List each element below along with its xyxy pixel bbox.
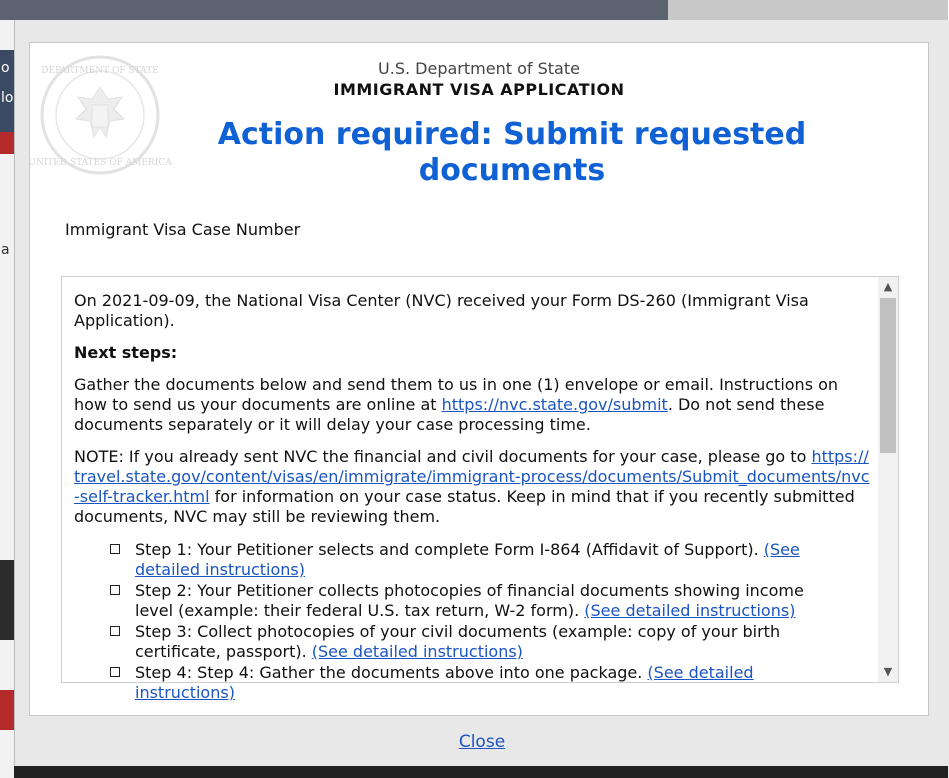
modal-overlay (14, 20, 949, 778)
step-item (110, 663, 840, 703)
step-text: Step 3: Collect photocopies of your civil documents (example: copy of your birth certificate, passport). (135, 622, 781, 661)
step-item (110, 581, 840, 621)
svg-text:DEPARTMENT OF STATE: DEPARTMENT OF STATE (41, 66, 159, 76)
scrollbar-thumb[interactable] (880, 298, 896, 453)
department-name: U.S. Department of State (378, 59, 580, 78)
nvc-submit-link[interactable]: https://nvc.state.gov/submit (441, 395, 668, 414)
instructions-scroll-area[interactable] (61, 276, 899, 702)
next-steps-heading: Next steps: (74, 343, 178, 362)
background-page-edge (0, 20, 14, 778)
see-detailed-instructions-link[interactable]: (See detailed instructions) (311, 642, 523, 661)
note-text-end: for information on your case status. Keep in mind that if you recently submitted documents, NVC may still be reviewing them. (74, 487, 855, 526)
self-tracker-link[interactable]: https://travel.state.gov/content/visas/en/immigrate/immigrant-process/documents/Submit_documents/nvc-self-tracker.html (74, 447, 870, 506)
step-text: Step 2: Your Petitioner collects photocopies of financial documents showing income level (example: their federal U.S. tax return, W-2 form). (135, 581, 804, 620)
checkbox-icon (110, 544, 120, 554)
background-header-bar-right (668, 0, 948, 20)
gather-text-end: . Do not send these documents separately or it will delay your case processing time. (74, 395, 825, 434)
step-item (110, 540, 840, 580)
background-red-bar (0, 132, 14, 154)
background-red-bar-bottom (0, 690, 14, 730)
chevron-down-icon[interactable]: ▼ (883, 665, 893, 678)
checkbox-icon (110, 626, 120, 636)
step-text: Step 4: Step 4: Gather the documents above into one package. (135, 663, 648, 682)
note-paragraph (74, 447, 874, 527)
background-text-fragment: a (1, 242, 10, 258)
see-detailed-instructions-link[interactable]: (See detailed instructions) (584, 601, 796, 620)
chevron-up-icon[interactable]: ▲ (883, 280, 893, 293)
case-number-label: Immigrant Visa Case Number (65, 220, 301, 239)
dialog-heading: Action required: Submit requested documents (217, 117, 807, 188)
step-text: Step 1: Your Petitioner selects and complete Form I-864 (Affidavit of Support). (135, 540, 764, 559)
received-paragraph: On 2021-09-09, the National Visa Center (NVC) received your Form DS-260 (Immigrant Visa Application). (74, 291, 809, 330)
see-detailed-instructions-link[interactable]: (See detailed instructions) (135, 663, 754, 702)
step-item (110, 622, 840, 662)
background-bottom-bar (14, 766, 948, 778)
see-detailed-instructions-link[interactable]: (See detailed instructions) (135, 540, 800, 579)
close-button[interactable]: Close (458, 732, 506, 752)
application-title: IMMIGRANT VISA APPLICATION (333, 80, 625, 99)
background-text-fragment: o (1, 60, 10, 76)
action-required-dialog (29, 42, 929, 716)
gather-text: Gather the documents below and send them to us in one (1) envelope or email. Instructions on how to send us your documents are online at (74, 375, 839, 414)
background-image (0, 560, 14, 640)
svg-text:UNITED STATES OF AMERICA: UNITED STATES OF AMERICA (28, 158, 172, 168)
checkbox-icon (110, 585, 120, 595)
steps-list (110, 540, 840, 704)
vertical-scrollbar[interactable] (878, 277, 898, 682)
gather-documents-paragraph (74, 375, 874, 435)
close-link-container (15, 732, 949, 752)
note-text: NOTE: If you already sent NVC the financial and civil documents for your case, please go to (74, 447, 812, 466)
background-text-fragment: lo (1, 90, 14, 106)
background-header-bar (0, 0, 668, 20)
checkbox-icon (110, 667, 120, 677)
